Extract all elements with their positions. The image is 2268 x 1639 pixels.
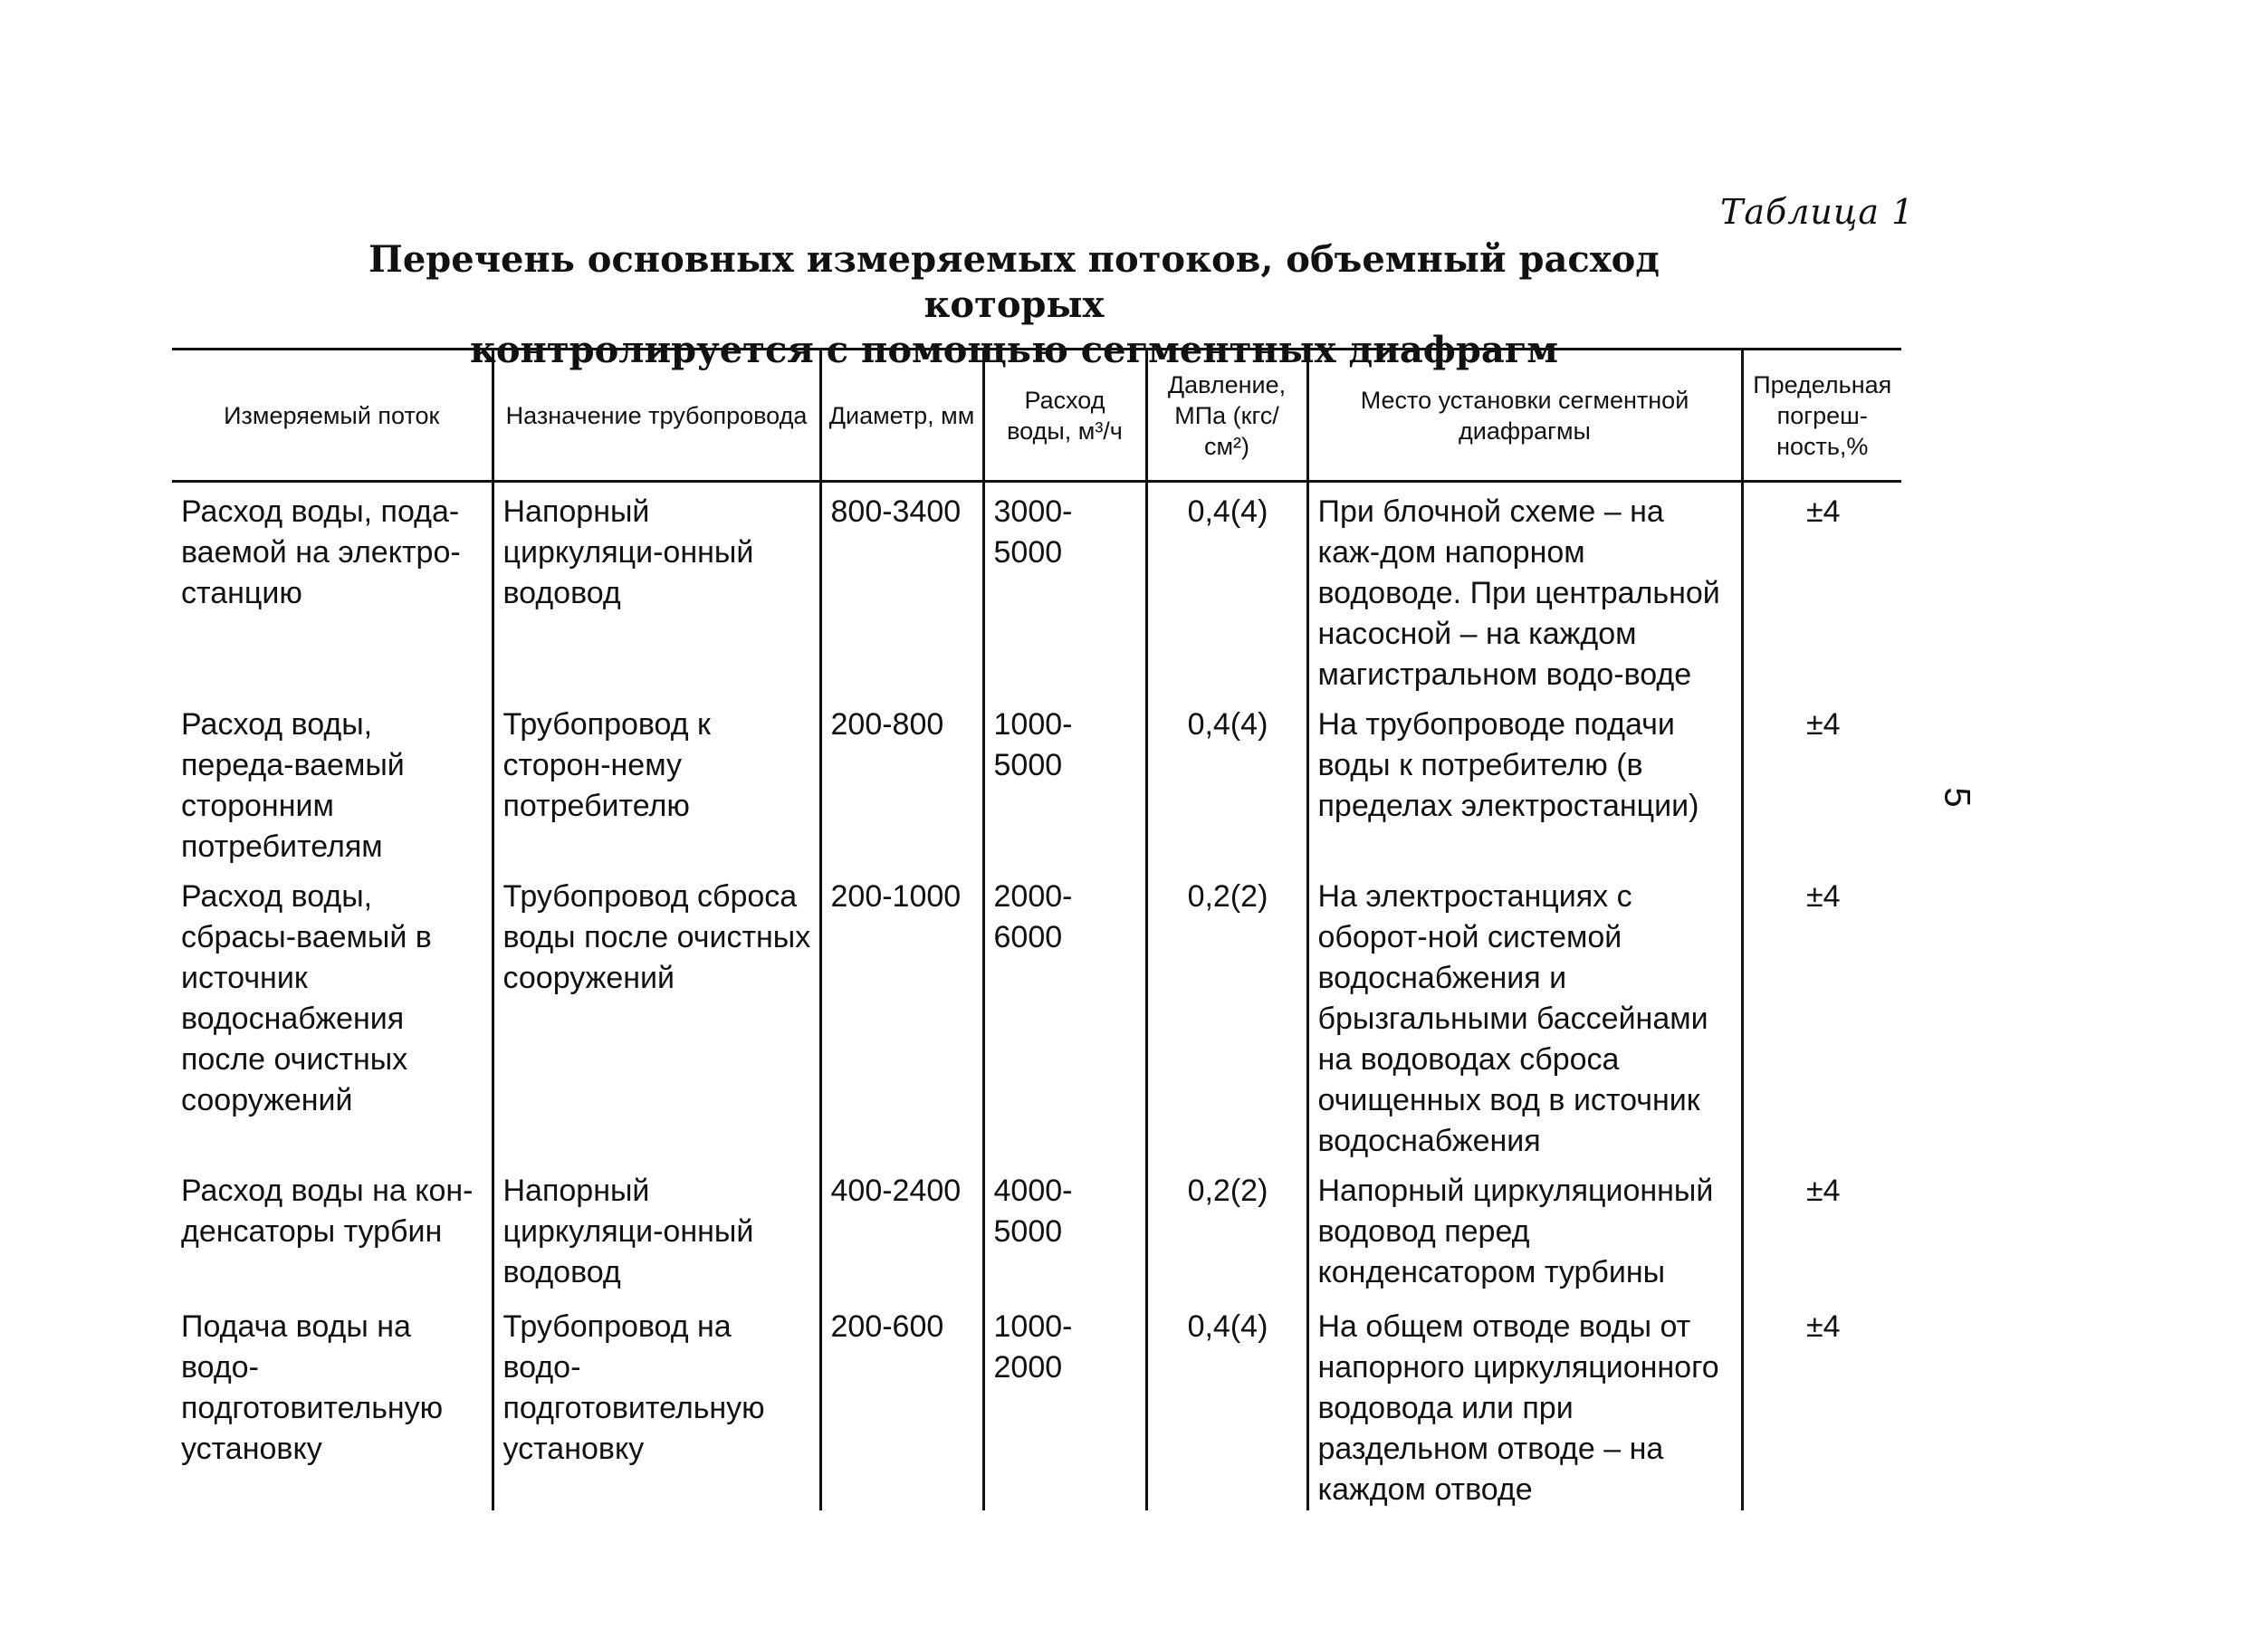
cell-flow: Расход воды, сбрасы-ваемый в источник водоснабжения после очистных сооружений (181, 879, 432, 1117)
cell-location: На электростанциях с оборот-ной системой водоснабжения и брызгальными бассейнами на водоводах сброса очищенных вод в источник водоснабжения (1307, 867, 1742, 1162)
measured-flows-table (172, 348, 1901, 1510)
table-body (172, 482, 1901, 1511)
column-header-flow: Измеряемый поток (172, 350, 493, 482)
table-row (172, 867, 1901, 1162)
column-header-diameter: Диаметр, мм (820, 350, 983, 482)
column-header-purpose: Назначение трубопровода (493, 350, 820, 482)
cell-rate: 3000-5000 (983, 482, 1146, 696)
cell-flow: Расход воды, переда-ваемый сторонним потребителям (181, 707, 405, 864)
cell-diameter: 200-800 (820, 695, 983, 867)
cell-purpose: Трубопровод к сторон-нему потребителю (493, 695, 820, 867)
cell-location: На общем отводе воды от напорного циркуляционного водовода или при раздельном отводе – на каждом отводе (1307, 1298, 1742, 1510)
measured-flows-table-container (172, 348, 1901, 1510)
page-number: 5 (1937, 787, 1977, 808)
cell-error: ±4 (1742, 1162, 1901, 1298)
cell-pressure: 0,4(4) (1146, 1298, 1307, 1510)
cell-flow: Подача воды на водо-подготовительную установку (181, 1309, 444, 1466)
table-row (172, 1162, 1901, 1298)
column-header-location: Место установки сегментной диафрагмы (1307, 350, 1742, 482)
cell-location: Напорный циркуляционный водовод перед конденсатором турбины (1307, 1162, 1742, 1298)
cell-error: ±4 (1742, 482, 1901, 696)
cell-pressure: 0,2(2) (1146, 1162, 1307, 1298)
table-row (172, 695, 1901, 867)
cell-rate: 1000-5000 (983, 695, 1146, 867)
cell-pressure: 0,2(2) (1146, 867, 1307, 1162)
cell-location: На трубопроводе подачи воды к потребителю (в пределах электростанции) (1307, 695, 1742, 867)
column-header-rate: Расход воды, м³/ч (983, 350, 1146, 482)
cell-diameter: 400-2400 (820, 1162, 983, 1298)
cell-diameter: 200-600 (820, 1298, 983, 1510)
table-number-label: Таблица 1 (1720, 192, 1915, 232)
cell-rate: 2000-6000 (983, 867, 1146, 1162)
cell-flow: Расход воды на кон-денсаторы турбин (181, 1174, 474, 1249)
cell-purpose: Напорный циркуляци-онный водовод (493, 482, 820, 696)
table-title-line-2: контролируется с помощью сегментных диафрагм (469, 329, 1558, 371)
cell-rate: 1000-2000 (983, 1298, 1146, 1510)
table-row (172, 1298, 1901, 1510)
cell-error: ±4 (1742, 695, 1901, 867)
cell-location: При блочной схеме – на каж-дом напорном водоводе. При центральной насосной – на каждом магистральном водо-воде (1307, 482, 1742, 696)
cell-error: ±4 (1742, 867, 1901, 1162)
cell-diameter: 800-3400 (820, 482, 983, 696)
cell-purpose: Трубопровод сброса воды после очистных сооружений (493, 867, 820, 1162)
cell-pressure: 0,4(4) (1146, 695, 1307, 867)
table-header (172, 350, 1901, 482)
cell-error: ±4 (1742, 1298, 1901, 1510)
cell-purpose: Напорный циркуляци-онный водовод (493, 1162, 820, 1298)
table-title-line-1: Перечень основных измеряемых потоков, объемный расход которых (368, 238, 1660, 326)
cell-pressure: 0,4(4) (1146, 482, 1307, 696)
column-header-error: Предельная погреш-ность,% (1742, 350, 1901, 482)
cell-diameter: 200-1000 (820, 867, 983, 1162)
column-header-pressure: Давление, МПа (кгс/см²) (1146, 350, 1307, 482)
cell-purpose: Трубопровод на водо-подготовительную установку (493, 1298, 820, 1510)
cell-rate: 4000-5000 (983, 1162, 1146, 1298)
cell-flow: Расход воды, пода-ваемой на электро-станцию (181, 494, 461, 610)
table-row (172, 482, 1901, 696)
table-header-row (172, 350, 1901, 482)
